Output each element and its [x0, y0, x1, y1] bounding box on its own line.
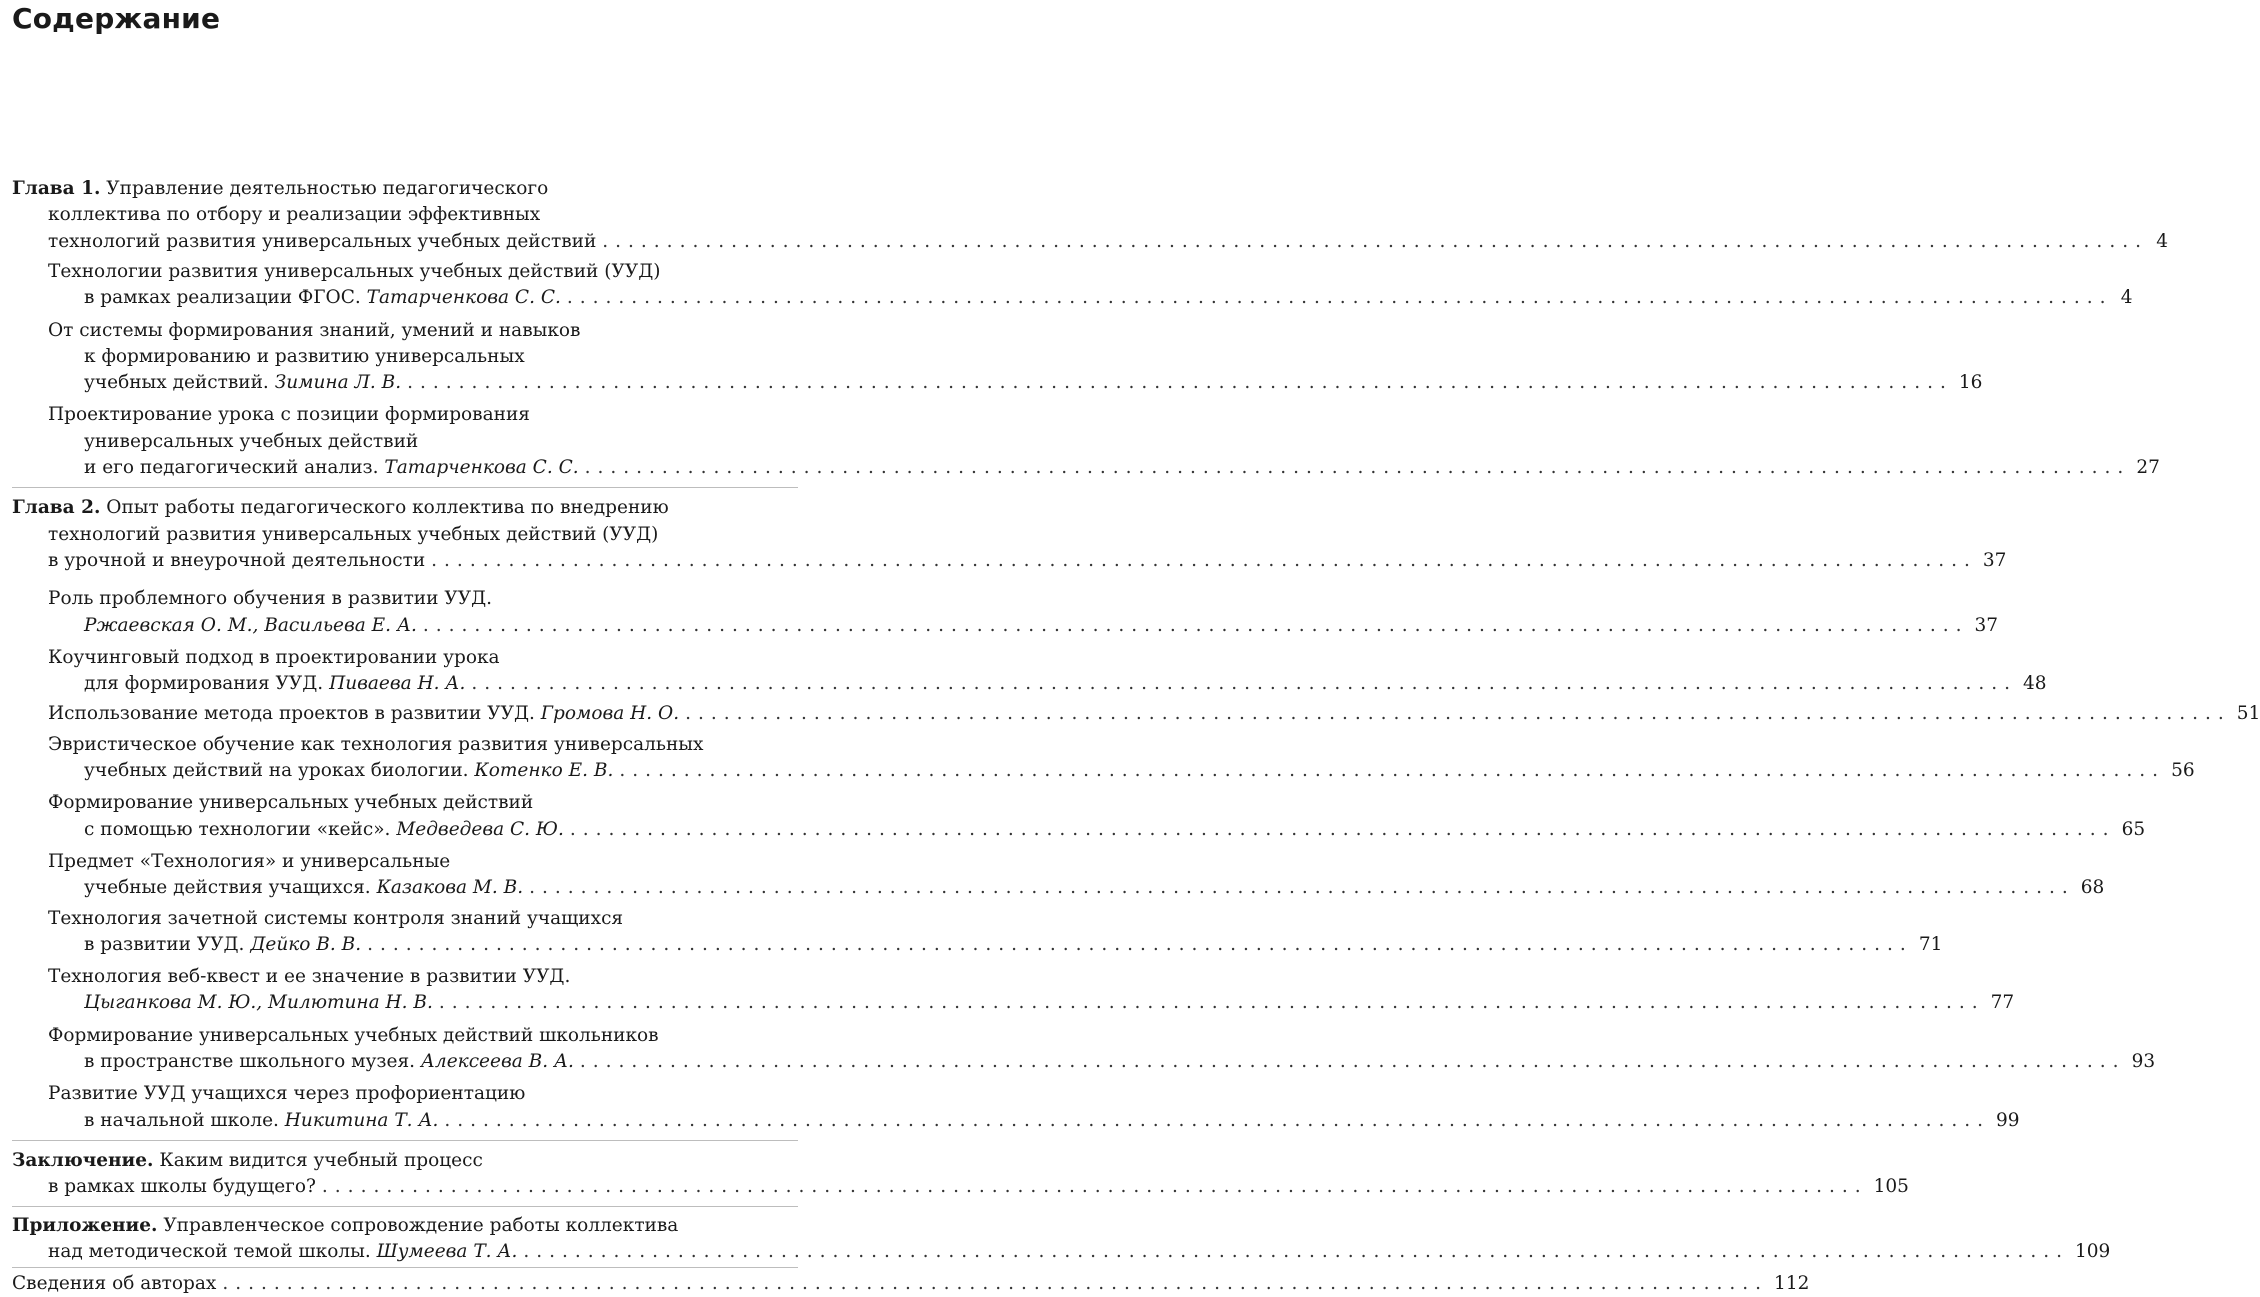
toc-title-text: в рамках реализации ФГОС.: [84, 287, 367, 309]
toc-entry-line: [0, 176, 800, 202]
toc-title-text: От системы формирования знаний, умений и навыков: [48, 319, 581, 341]
toc-title-text: в урочной и внеурочной деятельности: [48, 549, 426, 571]
toc-entry-text: [48, 964, 570, 990]
dot-leader: ........................................................................................................................: [367, 933, 1913, 955]
toc-title-text: коллектива по отбору и реализации эффективных: [48, 204, 541, 226]
section-divider: [12, 1267, 798, 1268]
toc-entry-text: [84, 932, 361, 958]
page-number: 105: [1873, 1176, 1909, 1198]
toc-entry-text: [12, 1148, 483, 1174]
page-number: 99: [1996, 1109, 2020, 1131]
toc-title-text: Технология веб-квест и ее значение в развитии УУД.: [48, 966, 571, 988]
toc-title-text: Использование метода проектов в развитии УУД.: [48, 703, 541, 725]
toc-entry-line: [0, 790, 800, 816]
chapter-label: Заключение.: [12, 1149, 154, 1171]
toc-title-text: к формированию и развитию универсальных: [84, 345, 525, 367]
toc-entry-line: [0, 1213, 800, 1239]
toc-entry-last-line[interactable]: [0, 758, 2195, 784]
toc-entry-text: [12, 495, 669, 521]
toc-entry-text: [48, 1023, 659, 1049]
toc-title-text: универсальных учебных действий: [84, 430, 419, 452]
toc-entry-text: [48, 318, 580, 344]
toc-entry-text: [84, 285, 561, 311]
toc-entry-last-line[interactable]: [0, 613, 1999, 639]
toc-entry-last-line[interactable]: [0, 1108, 2020, 1134]
toc-entry-line: [0, 1023, 800, 1049]
toc-entry-line: [0, 259, 800, 285]
toc-entry-text: [48, 1174, 316, 1200]
author-name: Татарченкова С. С.: [366, 287, 561, 309]
toc-entry-text: [84, 429, 418, 455]
toc-entry-line: [0, 645, 800, 671]
toc-entry-line: [0, 202, 800, 228]
toc-title-text: Технология зачетной системы контроля знаний учащихся: [48, 907, 624, 929]
section-divider: [12, 1140, 798, 1141]
toc-entry-text: [48, 1081, 525, 1107]
dot-leader: ........................................................................................................................: [569, 818, 2116, 840]
dot-leader: ........................................................................................................................: [407, 372, 1953, 394]
page-number: 109: [2075, 1240, 2111, 1262]
toc-entry-line: [0, 344, 800, 370]
toc-entry-text: [84, 817, 564, 843]
toc-entry-last-line[interactable]: [0, 455, 2160, 481]
page-number: 37: [1982, 549, 2007, 571]
page-number: 37: [1974, 614, 1999, 636]
toc-entry-last-line[interactable]: [0, 990, 2015, 1016]
toc-entry-text: [84, 671, 465, 697]
toc-entry-last-line[interactable]: [0, 229, 2168, 255]
dot-leader: ........................................................................................................................: [444, 1109, 1991, 1131]
dot-leader: ........................................................................................................................: [619, 760, 2166, 781]
toc-entry-last-line[interactable]: [0, 548, 2007, 574]
toc-entry-line: [0, 522, 800, 548]
toc-entry-text: [84, 1108, 438, 1134]
toc-entry-last-line[interactable]: [0, 875, 2105, 901]
author-name: Громова Н. О.: [540, 703, 680, 725]
toc-entry-text: [48, 548, 425, 574]
toc-title-text: Управленческое сопровождение работы коллектива: [157, 1214, 679, 1236]
dot-leader: ........................................................................................................................: [523, 1240, 2070, 1262]
toc-entry-text: [12, 1271, 216, 1297]
dot-leader: ........................................................................................................................: [422, 614, 1969, 636]
toc-title-text: Управление деятельностью педагогического: [100, 178, 549, 199]
toc-title-text: для формирования УУД.: [84, 673, 330, 695]
toc-entry-text: [48, 402, 530, 428]
toc-entry-last-line[interactable]: [0, 370, 1983, 396]
toc-title-text: Проектирование урока с позиции формирования: [48, 404, 530, 426]
toc-entry-line: [0, 964, 800, 990]
author-name: Цыганкова М. Ю., Милютина Н. В.: [84, 992, 433, 1014]
chapter-label: Приложение.: [12, 1214, 158, 1236]
toc-entry-last-line[interactable]: [0, 932, 1943, 958]
toc-title-text: с помощью технологии «кейс».: [84, 818, 397, 840]
toc-title-text: и его педагогический анализ.: [84, 457, 385, 478]
toc-entry-line: [0, 849, 800, 875]
dot-leader: ........................................................................................................................: [584, 457, 2131, 478]
author-name: Ржаевская О. М., Васильева Е. А.: [84, 614, 417, 636]
toc-entry-text: [48, 645, 500, 671]
dot-leader: ........................................................................................................................: [685, 703, 2231, 725]
toc-entry-text: [48, 522, 658, 548]
dot-leader: ........................................................................................................................: [431, 549, 1977, 571]
dot-leader: ........................................................................................................................: [579, 1051, 2126, 1072]
toc-entry-line: [0, 586, 800, 612]
toc-entry-text: [84, 758, 613, 784]
toc-entry-text: [12, 176, 548, 202]
toc-entry-line: [0, 906, 800, 932]
toc-entry-text: [48, 202, 540, 228]
toc-entry-text: [48, 849, 450, 875]
toc-entry-text: [48, 906, 623, 932]
toc-entry-last-line[interactable]: [0, 817, 2146, 843]
section-divider: [12, 1206, 798, 1207]
page-number: 71: [1918, 933, 1943, 955]
toc-entry-last-line[interactable]: [0, 285, 2133, 311]
dot-leader: ........................................................................................................................: [566, 287, 2113, 309]
toc-entry-line: [0, 495, 800, 521]
toc-entry-text: [84, 990, 433, 1016]
author-name: Никитина Т. А.: [284, 1109, 439, 1131]
page-number: 65: [2121, 818, 2146, 840]
page-number: 56: [2171, 760, 2195, 781]
author-name: Татарченкова С. С.: [384, 457, 579, 478]
page-number: 27: [2136, 457, 2160, 478]
toc-entry-last-line[interactable]: [0, 1174, 1909, 1200]
author-name: Казакова М. В.: [376, 877, 524, 899]
toc-title-text: над методической темой школы.: [48, 1240, 377, 1262]
dot-leader: ........................................................................................................................: [471, 673, 2018, 695]
author-name: Дейко В. В.: [250, 933, 362, 955]
toc-entry-text: [12, 1213, 678, 1239]
toc-title-text: Формирование универсальных учебных действий школьников: [48, 1024, 659, 1046]
dot-leader: ........................................................................................................................: [602, 230, 2148, 252]
page-number: 4: [2120, 287, 2133, 309]
chapter-label: Глава 1.: [12, 178, 101, 199]
toc-title-text: учебных действий на уроках биологии.: [84, 760, 475, 781]
toc-entry-line: [0, 1081, 800, 1107]
dot-leader: ........................................................................................................................: [321, 1176, 1868, 1198]
toc-entry-line: [0, 318, 800, 344]
toc-title-text: технологий развития универсальных учебных действий (УУД): [48, 523, 659, 545]
toc-entry-last-line[interactable]: [0, 1239, 2111, 1265]
toc-entry-last-line[interactable]: [0, 1271, 1810, 1297]
toc-entry-text: [48, 1239, 517, 1265]
section-divider: [12, 487, 798, 488]
page-number: 93: [2131, 1051, 2156, 1072]
toc-entry-line: [0, 732, 800, 758]
toc-title-text: учебные действия учащихся.: [84, 877, 377, 899]
toc-entry-text: [48, 259, 660, 285]
toc-title-text: Сведения об авторах: [12, 1273, 217, 1295]
toc-entry-text: [48, 586, 492, 612]
toc-title-text: в развитии УУД.: [84, 933, 251, 955]
chapter-label: Глава 2.: [12, 497, 101, 519]
toc-entry-text: [84, 875, 523, 901]
toc-title-text: Опыт работы педагогического коллектива по внедрению: [100, 497, 669, 519]
toc-entry-text: [84, 613, 417, 639]
toc-entry-text: [84, 370, 401, 396]
author-name: Котенко Е. В.: [474, 760, 614, 781]
toc-entry-text: [48, 229, 596, 255]
page-number: 112: [1774, 1273, 1810, 1295]
page-number: 68: [2080, 877, 2105, 899]
toc-entry-last-line[interactable]: [0, 701, 2260, 727]
toc-title-text: технологий развития универсальных учебных действий: [48, 230, 597, 252]
author-name: Зимина Л. В.: [274, 372, 402, 394]
page-title: Содержание: [12, 2, 221, 35]
toc-title-text: в пространстве школьного музея.: [84, 1051, 421, 1072]
toc-title-text: Формирование универсальных учебных действий: [48, 792, 534, 814]
toc-title-text: Каким видится учебный процесс: [153, 1149, 483, 1171]
dot-leader: ........................................................................................................................: [438, 992, 1985, 1014]
page-number: 51: [2236, 703, 2260, 725]
toc-title-text: Развитие УУД учащихся через профориентацию: [48, 1083, 526, 1105]
author-name: Шумеева Т. А.: [376, 1240, 518, 1262]
toc-title-text: в начальной школе.: [84, 1109, 285, 1131]
toc-title-text: в рамках школы будущего?: [48, 1176, 316, 1198]
toc-title-text: Предмет «Технология» и универсальные: [48, 850, 451, 872]
toc-entry-text: [48, 790, 533, 816]
author-name: Алексеева В. А.: [420, 1051, 574, 1072]
toc-entry-text: [84, 344, 525, 370]
toc-entry-text: [48, 701, 679, 727]
author-name: Медведева С. Ю.: [396, 818, 564, 840]
author-name: Пиваева Н. А.: [329, 673, 466, 695]
toc-entry-last-line[interactable]: [0, 1049, 2156, 1075]
page-number: 4: [2156, 230, 2168, 252]
toc-entry-text: [84, 455, 579, 481]
toc-entry-line: [0, 429, 800, 455]
page-number: 77: [1990, 992, 2015, 1014]
toc-title-text: учебных действий.: [84, 372, 275, 394]
toc-entry-text: [48, 732, 703, 758]
toc-title-text: Коучинговый подход в проектировании урока: [48, 646, 500, 668]
toc-entry-last-line[interactable]: [0, 671, 2047, 697]
dot-leader: ........................................................................................................................: [529, 877, 2075, 899]
page-number: 48: [2023, 673, 2047, 695]
page-number: 16: [1958, 372, 1983, 394]
toc-title-text: Роль проблемного обучения в развитии УУД.: [48, 588, 492, 610]
toc-entry-line: [0, 1148, 800, 1174]
toc-entry-line: [0, 402, 800, 428]
dot-leader: ........................................................................................................................: [222, 1273, 1769, 1295]
toc-entry-text: [84, 1049, 574, 1075]
toc-title-text: Эвристическое обучение как технология развития универсальных: [48, 733, 704, 755]
toc-title-text: Технологии развития универсальных учебных действий (УУД): [48, 260, 661, 282]
